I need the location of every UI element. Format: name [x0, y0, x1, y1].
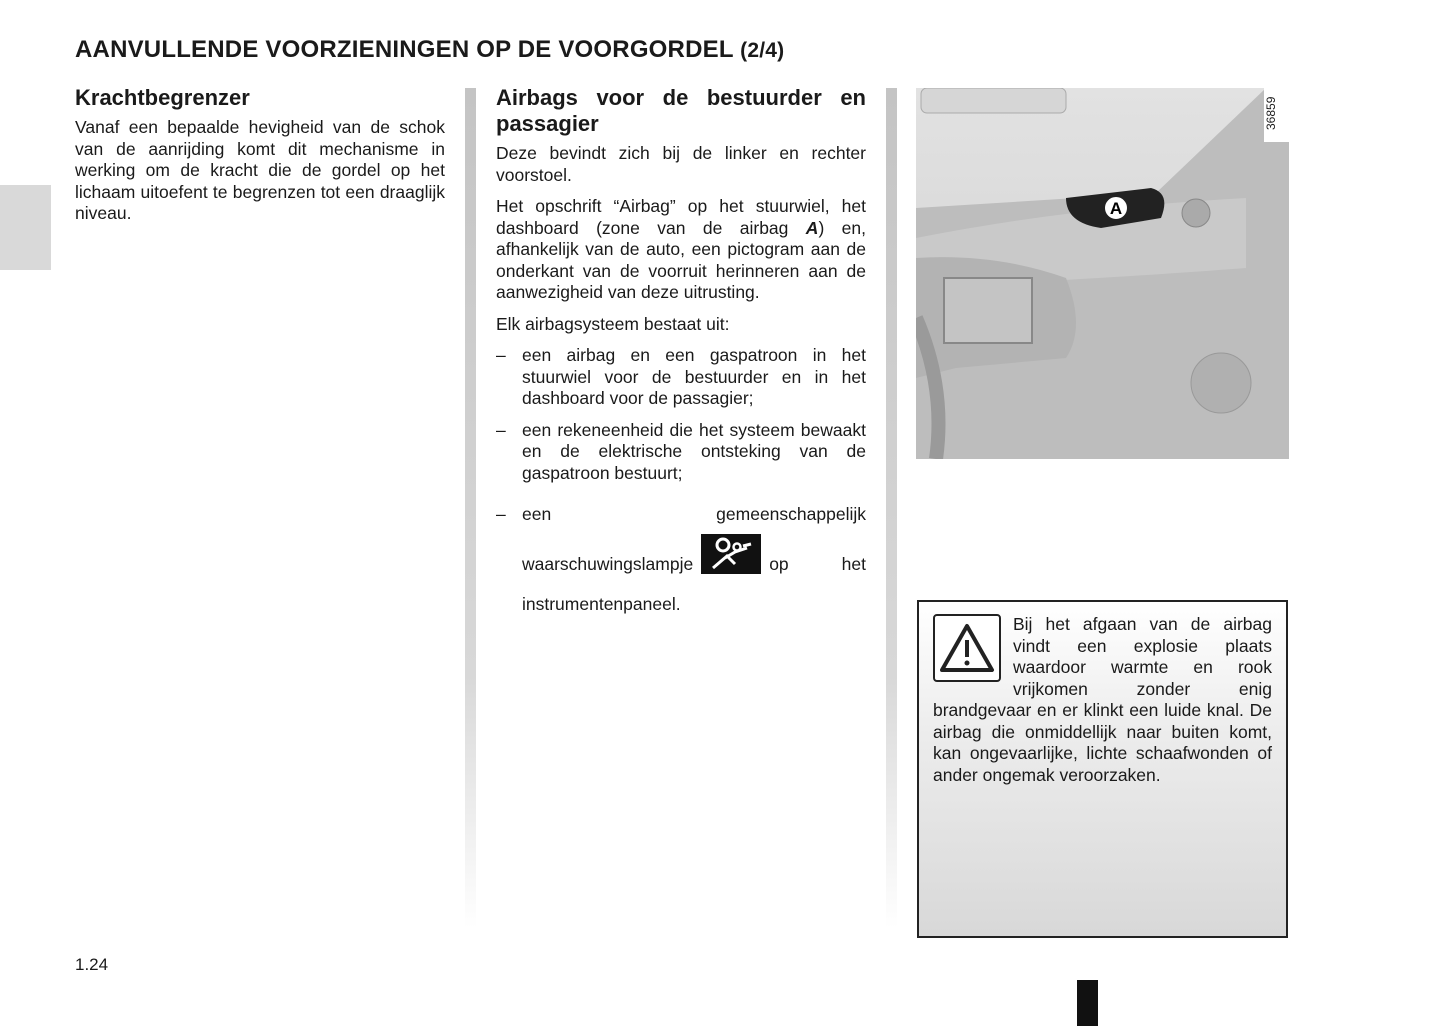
- section-heading: Airbags voor de bestuurder en passagier: [496, 85, 866, 136]
- column-divider: [886, 88, 897, 928]
- left-column: [75, 85, 445, 235]
- column-divider: [465, 88, 476, 928]
- item-text: op het instrumentenpaneel.: [522, 554, 866, 614]
- warning-text: Bij het afgaan van de airbag vindt een explosie plaats waardoor warmte en rook vrijkomen zonder enig brandgevaar en er klinkt een luide knal. De airbag die onmiddellijk naar buiten komt, kan ongevaarlijke, lichte schaafwonden of ander ongemak veroorzaken.: [933, 614, 1272, 785]
- figure-number: 36859: [1264, 88, 1289, 142]
- airbag-warning-icon: [701, 534, 761, 574]
- figure-label-a: A: [1109, 199, 1123, 218]
- list-item: [496, 494, 866, 624]
- page-edge-marker: [1077, 980, 1098, 1026]
- dashboard-illustration: [916, 88, 1289, 459]
- warning-triangle-icon: [933, 614, 1001, 682]
- dash: –: [496, 419, 506, 440]
- title-text: AANVULLENDE VOORZIENINGEN OP DE VOORGORDEL: [75, 36, 734, 63]
- text: Het opschrift “Airbag” op het stuurwiel, het dashboard (zone van de airbag: [496, 196, 866, 238]
- list-item: [496, 345, 866, 410]
- item-text: een gemeenschappelijk waarschuwingslampje: [522, 504, 866, 574]
- paragraph: Deze bevindt zich bij de linker en rechter voorstoel.: [496, 143, 866, 185]
- text: ) en, afhankelijk van de auto, een pictogram aan de onderkant van de voorruit herinneren aan de aanwezigheid van deze uitrusting.: [496, 217, 866, 302]
- section-tab: [0, 185, 51, 270]
- page-title: [75, 36, 784, 64]
- paragraph: Elk airbagsysteem bestaat uit:: [496, 313, 730, 334]
- paragraph: [496, 196, 866, 304]
- paragraph: Vanaf een bepaalde hevigheid van de schok van de aanrijding komt dit mechanisme in werking om de kracht die de gordel op het lichaam uitoefent te begrenzen tot een draaglijk niveau.: [75, 117, 445, 223]
- label-a: A: [805, 217, 819, 238]
- section-heading: Krachtbegrenzer: [75, 85, 250, 110]
- item-text: een airbag en een gaspatroon in het stuurwiel voor de bestuurder en in het dashboard voor de passagier;: [522, 345, 866, 408]
- item-text: een rekeneenheid die het systeem bewaakt en de elektrische ontsteking van de gaspatroon bestuurt;: [522, 419, 866, 483]
- list-item: [496, 420, 866, 485]
- dash: –: [496, 504, 506, 524]
- page-part: (2/4): [740, 39, 785, 62]
- middle-column: [496, 85, 866, 634]
- page-number: 1.24: [75, 955, 109, 974]
- warning-box: [917, 600, 1288, 938]
- dash: –: [496, 345, 506, 365]
